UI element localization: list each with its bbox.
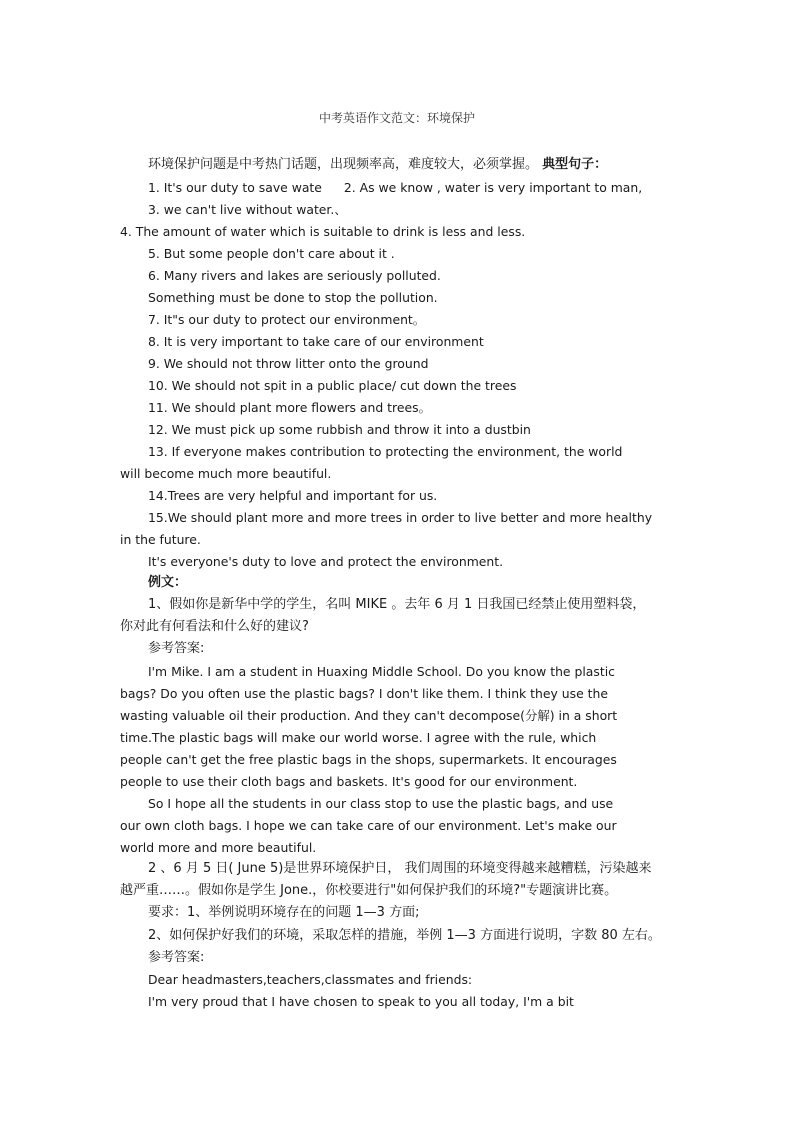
sentence-10: 10. We should not spit in a public place/ cut down the trees — [148, 378, 517, 393]
q1-line-2: 你对此有何看法和什么好的建议? — [120, 619, 309, 634]
q2-answer-label: 参考答案: — [148, 950, 205, 965]
sentence-14: 14.Trees are very helpful and important for us. — [148, 488, 438, 503]
sentence-12: 12. We must pick up some rubbish and throw it into a dustbin — [148, 422, 531, 437]
q1-answer-label: 参考答案: — [148, 641, 205, 656]
q1-answer-line-6: people to use their cloth bags and baskets. It's good for our environment. — [120, 774, 578, 789]
typical-sentences-heading: 典型句子： — [542, 157, 608, 172]
sentence-15a: 15.We should plant more and more trees in order to live better and more healthy — [148, 510, 653, 525]
q1-answer-line-3: wasting valuable oil their production. And they can't decompose(分解) in a short — [120, 708, 618, 723]
q1-answer-line-1: I'm Mike. I am a student in Huaxing Middle School. Do you know the plastic — [148, 664, 615, 679]
q1-answer-line-9: world more and more beautiful. — [120, 840, 317, 855]
sentence-11: 11. We should plant more flowers and trees。 — [148, 400, 431, 415]
example-heading: 例文： — [148, 575, 188, 590]
sentence-16: It's everyone's duty to love and protect the environment. — [148, 554, 504, 569]
q2-answer-line-2: I'm very proud that I have chosen to speak to you all today, I'm a bit — [148, 994, 574, 1009]
q1-line-1: 1、假如你是新华中学的学生，名叫 MIKE 。去年 6 月 1 日我国已经禁止使用塑料袋， — [148, 597, 646, 612]
sentence-13b: will become much more beautiful. — [120, 466, 332, 481]
sentence-6b: Something must be done to stop the pollution. — [148, 290, 438, 305]
q1-answer-line-5: people can't get the free plastic bags in the shops, supermarkets. It encourages — [120, 752, 617, 767]
sentence-8: 8. It is very important to take care of our environment — [148, 334, 484, 349]
sentence-9: 9. We should not throw litter onto the ground — [148, 356, 429, 371]
q2-answer-line-1: Dear headmasters,teachers,classmates and friends: — [148, 972, 473, 987]
sentence-15b: in the future. — [120, 532, 201, 547]
sentence-line-1 — [148, 179, 642, 197]
sentence-4: 4. The amount of water which is suitable to drink is less and less. — [120, 224, 526, 239]
q1-answer-line-2: bags? Do you often use the plastic bags? I don't like them. I think they use the — [120, 686, 608, 701]
sentence-2: 2. As we know , water is very important to man, — [343, 180, 643, 195]
sentence-3: 3. we can't live without water.、 — [148, 202, 347, 217]
sentence-6: 6. Many rivers and lakes are seriously polluted. — [148, 268, 441, 283]
q1-answer-line-4: time.The plastic bags will make our world worse. I agree with the rule, which — [120, 730, 597, 745]
sentence-13a: 13. If everyone makes contribution to protecting the environment, the world — [148, 444, 623, 459]
q2-line-2: 越严重……。假如你是学生 Jone.，你校要进行"如何保护我们的环境?"专题演讲比赛。 — [120, 883, 618, 898]
q2-line-1: 2 、6 月 5 日( June 5)是世界环境保护日， 我们周围的环境变得越来越糟糕，污染越来 — [148, 861, 652, 876]
sentence-5: 5. But some people don't care about it . — [148, 246, 395, 261]
q1-answer-line-7: So I hope all the students in our class stop to use the plastic bags, and use — [148, 796, 614, 811]
intro-text: 环境保护问题是中考热门话题，出现频率高，难度较大，必须掌握。 — [148, 157, 539, 172]
q1-answer-line-8: our own cloth bags. I hope we can take care of our environment. Let's make our — [120, 818, 617, 833]
q2-requirement-2: 2、如何保护好我们的环境，采取怎样的措施，举例 1—3 方面进行说明，字数 80 左右。 — [148, 928, 661, 943]
q2-requirement-1: 要求：1、举例说明环境存在的问题 1—3 方面; — [148, 905, 420, 920]
sentence-7: 7. It"s our duty to protect our environment。 — [148, 312, 426, 327]
intro-line — [148, 156, 607, 174]
document-title: 中考英语作文范文：环境保护 — [318, 111, 475, 125]
sentence-1: 1. It's our duty to save wate — [148, 180, 322, 195]
